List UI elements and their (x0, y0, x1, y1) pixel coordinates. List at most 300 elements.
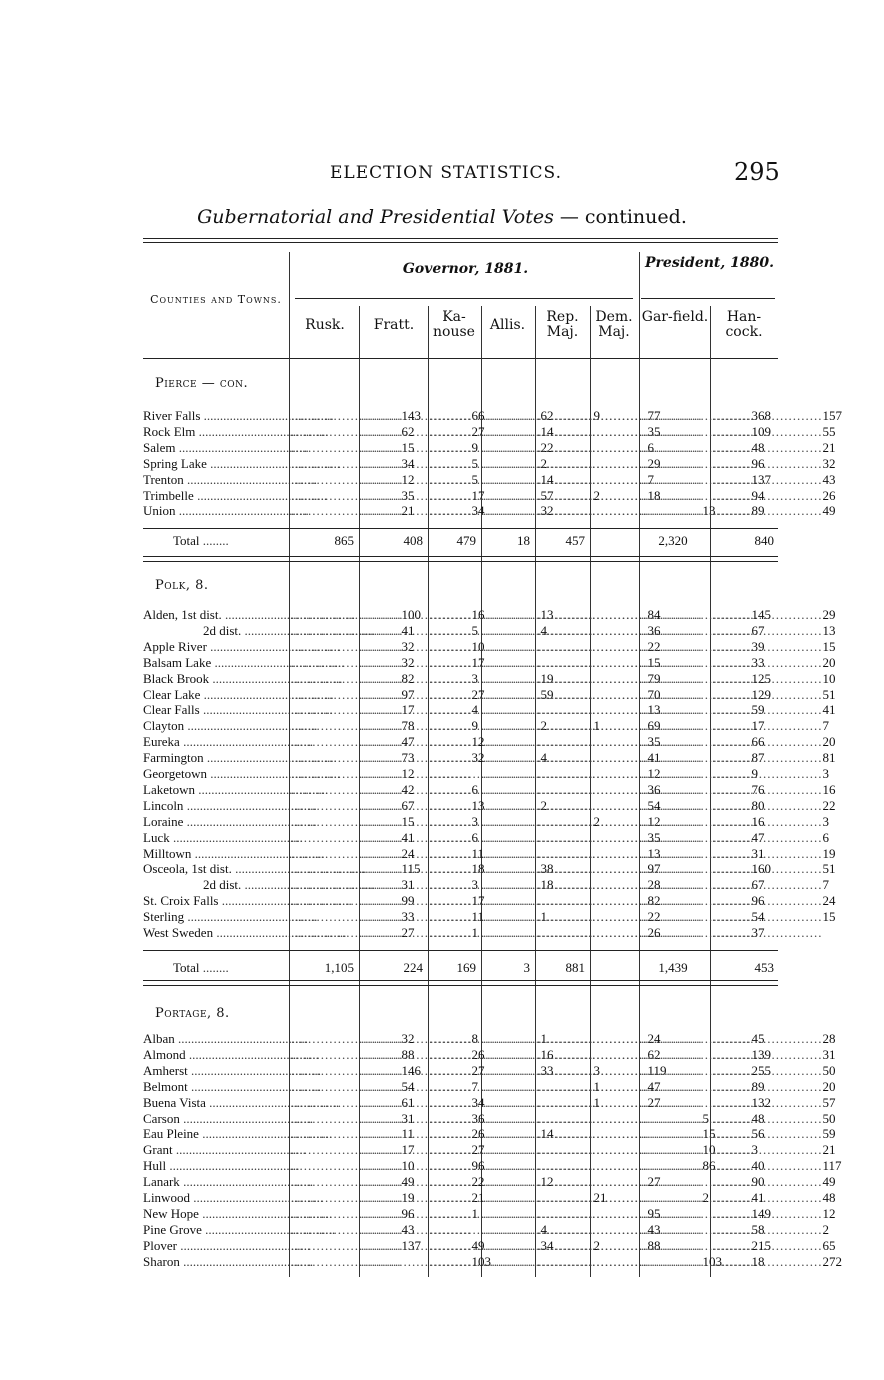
cell-rusk: ..... 54 (291, 1079, 354, 1094)
cell-rep-maj: ..... 26 (537, 925, 585, 940)
cell-rep-maj: ..... 97 (537, 861, 585, 876)
cell-rusk: ..... 67 (291, 798, 354, 813)
town-name: Total ..... (143, 960, 317, 975)
cell-rep-maj: ..... 13 (537, 702, 585, 717)
cell-garfield: ..... 129 (641, 687, 705, 702)
cell-rusk: ..... 82 (291, 671, 354, 686)
cell-hancock: ..... 6 (712, 830, 774, 845)
cell-kanouse (430, 766, 476, 781)
header-president: President, 1880. (645, 255, 774, 271)
cell-rusk: ..... 19 (291, 1190, 354, 1205)
cell-fratt: ..... 5 (361, 472, 423, 487)
table-row (143, 734, 836, 750)
cell-hancock: ..... 15 (712, 909, 774, 924)
table-row (143, 861, 836, 877)
cell-garfield: ..... 66 (641, 734, 705, 749)
town-name: Trenton ..... (143, 472, 287, 487)
cell-fratt: ..... 103 (361, 1254, 423, 1269)
cell-fratt: ..... 5 (361, 623, 423, 638)
cell-fratt: ..... 12 (361, 734, 423, 749)
cell-allis (483, 1174, 530, 1189)
cell-hancock: ..... 117 (712, 1158, 774, 1173)
table-row (143, 1221, 829, 1237)
cell-kanouse (430, 814, 476, 829)
cell-hancock: ..... 41 (712, 702, 774, 717)
cell-garfield: ..... 18 (641, 1254, 705, 1269)
header-governor: Governor, 1881. (402, 261, 529, 277)
town-name: 2d dist. ..... (143, 877, 347, 892)
cell-rusk: ..... 137 (291, 1238, 354, 1253)
cell-hancock: ..... 20 (712, 734, 774, 749)
cell-rep-maj: ..... 35 (537, 734, 585, 749)
cell-hancock: ..... 15 (712, 639, 774, 654)
cell-kanouse: ..... 18 (430, 877, 476, 892)
cell-rusk: ..... 41 (291, 830, 354, 845)
cell-hancock: ..... 51 (712, 861, 774, 876)
cell-rusk: ..... 24 (291, 846, 354, 861)
cell-kanouse: ..... 2 (430, 798, 476, 813)
cell-rep-maj: ..... 35 (537, 830, 585, 845)
table-row (143, 1253, 842, 1269)
town-name: Buena Vista ..... (143, 1095, 287, 1110)
cell-allis (483, 766, 530, 781)
table-row (143, 781, 836, 797)
cell-allis (483, 456, 530, 471)
cell-garfield: ..... 90 (641, 1174, 705, 1189)
table-row (143, 702, 836, 718)
cell-rep-maj (537, 1158, 585, 1173)
cell-dem-maj (592, 1031, 633, 1046)
cell-rep-maj (537, 503, 585, 518)
cell-hancock: ..... 157 (712, 408, 774, 423)
cell-garfield: ..... 67 (641, 623, 705, 638)
cell-hancock: ..... 57 (712, 1095, 774, 1110)
cell-rep-maj: ..... 15 (537, 655, 585, 670)
section-title: Portage, 8. (155, 1006, 230, 1021)
cell-garfield: ..... 45 (641, 1031, 705, 1046)
cell-fratt: ..... 27 (361, 1142, 423, 1157)
cell-allis: ..... 1 (483, 1079, 530, 1094)
cell-fratt: ..... 27 (361, 424, 423, 439)
cell-dem-maj (592, 655, 633, 670)
table-row (143, 1078, 836, 1094)
cell-rusk: ..... 34 (291, 456, 354, 471)
town-name: Rock Elm ..... (143, 424, 287, 439)
cell-dem-maj (592, 671, 633, 686)
cell-fratt: ..... 10 (361, 639, 423, 654)
cell-kanouse: ..... 4 (430, 750, 476, 765)
table-row (143, 487, 836, 503)
cell-rusk: ..... 62 (291, 424, 354, 439)
cell-garfield: ..... 3 (641, 1142, 705, 1157)
cell-kanouse (430, 639, 476, 654)
cell-rep-maj: 457 (565, 533, 585, 548)
section-rule (143, 950, 778, 951)
cell-garfield: ..... 109 (641, 424, 705, 439)
cell-kanouse: ..... 1 (430, 909, 476, 924)
cell-allis (483, 607, 530, 622)
cell-allis (483, 1254, 530, 1269)
cell-rusk: ..... 32 (291, 1031, 354, 1046)
cell-allis (483, 472, 530, 487)
town-name: Georgetown ..... (143, 766, 287, 781)
cell-garfield: ..... 58 (641, 1222, 705, 1237)
cell-rep-maj: ..... 54 (537, 798, 585, 813)
cell-fratt: ..... 17 (361, 488, 423, 503)
cell-fratt: ..... 3 (361, 671, 423, 686)
cell-allis: ..... 21 (483, 1190, 530, 1205)
cell-dem-maj (592, 440, 633, 455)
cell-dem-maj (592, 893, 633, 908)
cell-dem-maj (592, 750, 633, 765)
cell-hancock (712, 925, 774, 940)
cell-rep-maj: ..... 82 (537, 893, 585, 908)
cell-rusk: ..... 42 (291, 782, 354, 797)
cell-fratt: ..... 32 (361, 750, 423, 765)
cell-dem-maj (592, 798, 633, 813)
table-row (143, 1126, 836, 1142)
cell-fratt: ..... 11 (361, 909, 423, 924)
cell-hancock: ..... 21 (712, 1142, 774, 1157)
cell-rep-maj: ..... 27 (537, 1095, 585, 1110)
cell-hancock: ..... 10 (712, 671, 774, 686)
cell-fratt: ..... 17 (361, 893, 423, 908)
cell-dem-maj (592, 702, 633, 717)
cell-dem-maj (592, 639, 633, 654)
cell-hancock: ..... 29 (712, 607, 774, 622)
cell-fratt: ..... 49 (361, 1238, 423, 1253)
cell-rep-maj (537, 1142, 585, 1157)
cell-rusk: ..... 35 (291, 488, 354, 503)
cell-fratt: ..... 6 (361, 830, 423, 845)
table-row (143, 829, 829, 845)
cell-rusk: ..... 143 (291, 408, 354, 423)
cell-allis (483, 1126, 530, 1141)
table-row (143, 718, 829, 734)
cell-dem-maj (592, 909, 633, 924)
cell-rep-maj (537, 1254, 585, 1269)
cell-hancock: ..... 20 (712, 1079, 774, 1094)
cell-fratt: ..... 26 (361, 1126, 423, 1141)
subtitle-rest: — continued. (553, 206, 687, 228)
cell-kanouse: ..... 12 (430, 1174, 476, 1189)
cell-fratt: 224 (403, 960, 423, 975)
cell-allis (483, 702, 530, 717)
cell-garfield: ..... 9 (641, 766, 705, 781)
cell-rusk: ..... 47 (291, 734, 354, 749)
table-row (143, 1158, 842, 1174)
cell-rusk: ..... 61 (291, 1095, 354, 1110)
table-subtitle (0, 206, 884, 228)
cell-rep-maj: ..... 29 (537, 456, 585, 471)
cell-dem-maj (592, 687, 633, 702)
cell-hancock: ..... 26 (712, 488, 774, 503)
cell-garfield: 2,320 (658, 533, 688, 548)
table-row (143, 925, 778, 940)
cell-allis (483, 893, 530, 908)
town-name: Clear Falls ..... (143, 702, 287, 717)
president-rule (641, 298, 775, 299)
cell-allis (483, 1111, 530, 1126)
cell-hancock: 453 (754, 960, 774, 975)
cell-fratt: ..... 8 (361, 1031, 423, 1046)
cell-garfield: ..... 145 (641, 607, 705, 622)
cell-rusk: ..... 27 (291, 925, 354, 940)
header-towns: Counties and Towns. (150, 293, 282, 306)
cell-allis (483, 671, 530, 686)
cell-garfield: ..... 17 (641, 718, 705, 733)
cell-hancock: ..... 49 (712, 503, 774, 518)
cell-rusk: ..... 78 (291, 718, 354, 733)
cell-hancock: ..... 59 (712, 1126, 774, 1141)
cell-rep-maj: 881 (565, 960, 585, 975)
cell-hancock: ..... 12 (712, 1206, 774, 1221)
cell-garfield: ..... 41 (641, 1190, 705, 1205)
cell-fratt: ..... 6 (361, 782, 423, 797)
cell-allis (483, 687, 530, 702)
table-row (143, 455, 836, 471)
cell-kanouse: 479 (456, 533, 476, 548)
table-row (143, 750, 836, 766)
cell-fratt: ..... 34 (361, 1095, 423, 1110)
town-name: Carson ..... (143, 1111, 287, 1126)
section-rule (143, 980, 778, 981)
cell-dem-maj (592, 877, 633, 892)
town-name: Apple River ..... (143, 639, 287, 654)
town-name: Farmington ..... (143, 750, 287, 765)
cell-garfield: ..... 139 (641, 1047, 705, 1062)
cell-kanouse: ..... 19 (430, 671, 476, 686)
page-header (0, 158, 884, 188)
cell-kanouse: ..... 34 (430, 1238, 476, 1253)
cell-dem-maj (592, 1063, 633, 1078)
cell-hancock: ..... 24 (712, 893, 774, 908)
cell-garfield: ..... 96 (641, 456, 705, 471)
cell-garfield: ..... 215 (641, 1238, 705, 1253)
town-name: Almond ..... (143, 1047, 287, 1062)
subtitle-italic: Gubernatorial and Presidential Votes (197, 206, 554, 228)
header-kanouse: Ka-nouse (433, 309, 475, 340)
cell-allis (483, 877, 530, 892)
cell-kanouse: ..... 59 (430, 687, 476, 702)
cell-dem-maj (592, 1222, 633, 1237)
town-name: Salem ..... (143, 440, 287, 455)
cell-rusk: ..... 32 (291, 655, 354, 670)
cell-kanouse (430, 1158, 476, 1173)
cell-kanouse (430, 830, 476, 845)
cell-rep-maj: ..... 7 (537, 472, 585, 487)
cell-garfield: ..... 56 (641, 1126, 705, 1141)
cell-kanouse (430, 702, 476, 717)
cell-kanouse: ..... 33 (430, 1063, 476, 1078)
cell-rusk: ..... 115 (291, 861, 354, 876)
town-name: Eureka ..... (143, 734, 287, 749)
cell-dem-maj (592, 718, 633, 733)
cell-hancock: ..... 7 (712, 718, 774, 733)
cell-garfield: ..... 137 (641, 472, 705, 487)
town-name: Hull ..... (143, 1158, 287, 1173)
cell-rusk: ..... 41 (291, 623, 354, 638)
cell-rep-maj: ..... 69 (537, 718, 585, 733)
cell-allis (483, 1206, 530, 1221)
cell-fratt: ..... 18 (361, 861, 423, 876)
cell-allis: ..... 9 (483, 408, 530, 423)
header-bottom-rule (143, 358, 778, 359)
cell-rusk: ..... 73 (291, 750, 354, 765)
cell-rep-maj: ..... 24 (537, 1031, 585, 1046)
cell-dem-maj (592, 925, 633, 940)
cell-rep-maj: ..... 88 (537, 1238, 585, 1253)
cell-kanouse (430, 734, 476, 749)
cell-rep-maj: ..... 12 (537, 814, 585, 829)
town-name: Black Brook ..... (143, 671, 287, 686)
cell-fratt: ..... 26 (361, 1047, 423, 1062)
cell-dem-maj (592, 861, 633, 876)
cell-allis (483, 440, 530, 455)
cell-fratt: ..... 5 (361, 456, 423, 471)
cell-dem-maj (592, 472, 633, 487)
cell-fratt: ..... 9 (361, 440, 423, 455)
cell-garfield: ..... 87 (641, 750, 705, 765)
cell-rep-maj (537, 1190, 585, 1205)
cell-kanouse (430, 925, 476, 940)
cell-rep-maj: ..... 36 (537, 623, 585, 638)
header-rep-maj: Rep. Maj. (546, 309, 579, 340)
town-name: Belmont ..... (143, 1079, 287, 1094)
cell-hancock: ..... 2 (712, 1222, 774, 1237)
cell-rep-maj: ..... 95 (537, 1206, 585, 1221)
cell-rusk: ..... 33 (291, 909, 354, 924)
cell-rusk: ..... 146 (291, 1063, 354, 1078)
cell-dem-maj (592, 408, 633, 423)
cell-rep-maj: ..... 28 (537, 877, 585, 892)
cell-dem-maj (592, 1095, 633, 1110)
town-name: 2d dist. ..... (143, 623, 347, 638)
cell-fratt (361, 766, 423, 781)
cell-kanouse: ..... 2 (430, 718, 476, 733)
header-garfield: Gar-field. (641, 309, 709, 325)
town-name: Alban ..... (143, 1031, 287, 1046)
section-rule (143, 528, 778, 529)
cell-hancock: ..... 43 (712, 472, 774, 487)
town-name: Total ..... (143, 533, 317, 548)
cell-fratt: ..... 17 (361, 655, 423, 670)
cell-garfield: ..... 48 (641, 440, 705, 455)
cell-kanouse: ..... 1 (430, 1031, 476, 1046)
cell-allis (483, 830, 530, 845)
cell-hancock: ..... 272 (712, 1254, 774, 1269)
table-row (143, 1174, 836, 1190)
cell-allis (483, 734, 530, 749)
header-dem-maj: Dem. Maj. (595, 309, 633, 340)
town-name: Union ..... (143, 503, 287, 518)
table-row (143, 654, 836, 670)
cell-garfield: ..... 16 (641, 814, 705, 829)
table-row (143, 408, 842, 423)
cell-garfield: ..... 54 (641, 909, 705, 924)
town-name: Spring Lake ..... (143, 456, 287, 471)
table-row (143, 1062, 836, 1078)
cell-garfield: ..... 132 (641, 1095, 705, 1110)
cell-kanouse: ..... 4 (430, 1222, 476, 1237)
cell-allis (483, 782, 530, 797)
cell-dem-maj (592, 1047, 633, 1062)
cell-rusk: ..... 96 (291, 1206, 354, 1221)
cell-rep-maj: ..... 22 (537, 639, 585, 654)
town-name: Sterling ..... (143, 909, 287, 924)
cell-dem-maj (592, 456, 633, 471)
cell-rusk: ..... 31 (291, 877, 354, 892)
cell-fratt: ..... 34 (361, 503, 423, 518)
cell-fratt: ..... 4 (361, 702, 423, 717)
section-title: Pierce — con. (155, 376, 249, 391)
cell-allis (483, 1047, 530, 1062)
town-name: Linwood ..... (143, 1190, 287, 1205)
top-rule (143, 238, 778, 239)
cell-hancock: ..... 3 (712, 814, 774, 829)
cell-dem-maj (592, 782, 633, 797)
cell-allis (483, 655, 530, 670)
town-name: Clayton ..... (143, 718, 287, 733)
cell-dem-maj (592, 1079, 633, 1094)
cell-kanouse: ..... 13 (430, 607, 476, 622)
cell-kanouse (430, 1079, 476, 1094)
cell-dem-maj (592, 533, 633, 548)
cell-allis: 3 (523, 960, 530, 975)
cell-allis (483, 1142, 530, 1157)
table-row (143, 686, 836, 702)
cell-garfield: ..... 89 (641, 1079, 705, 1094)
town-name: New Hope ..... (143, 1206, 287, 1221)
cell-garfield: ..... 94 (641, 488, 705, 503)
cell-kanouse: ..... 38 (430, 861, 476, 876)
total-row (143, 533, 778, 548)
cell-rusk: ..... 32 (291, 639, 354, 654)
table-row (143, 1142, 836, 1158)
cell-garfield: ..... 255 (641, 1063, 705, 1078)
town-name: Loraine ..... (143, 814, 287, 829)
cell-rusk: ..... 97 (291, 687, 354, 702)
cell-garfield: ..... 31 (641, 846, 705, 861)
cell-dem-maj (592, 734, 633, 749)
cell-rusk: ..... 17 (291, 1142, 354, 1157)
town-name: Luck ..... (143, 830, 287, 845)
header-hancock: Han-cock. (725, 309, 763, 340)
table-row (143, 503, 836, 519)
cell-kanouse (430, 655, 476, 670)
cell-rusk: 1,105 (324, 960, 354, 975)
cell-allis (483, 1158, 530, 1173)
cell-rep-maj: ..... 84 (537, 607, 585, 622)
cell-garfield: ..... 89 (641, 503, 705, 518)
header-fratt: Fratt. (373, 317, 415, 333)
table-row (143, 1110, 836, 1126)
cell-hancock: ..... 51 (712, 687, 774, 702)
town-name: Pine Grove ..... (143, 1222, 287, 1237)
cell-allis (483, 424, 530, 439)
cell-hancock: ..... 50 (712, 1063, 774, 1078)
cell-allis (483, 925, 530, 940)
table-row (143, 670, 836, 686)
table-row (143, 813, 829, 829)
cell-hancock: ..... 48 (712, 1190, 774, 1205)
governor-rule (295, 298, 633, 299)
cell-kanouse: ..... 22 (430, 440, 476, 455)
cell-allis (483, 1222, 530, 1237)
cell-allis (483, 846, 530, 861)
cell-rep-maj: ..... 13 (537, 846, 585, 861)
cell-allis (483, 623, 530, 638)
